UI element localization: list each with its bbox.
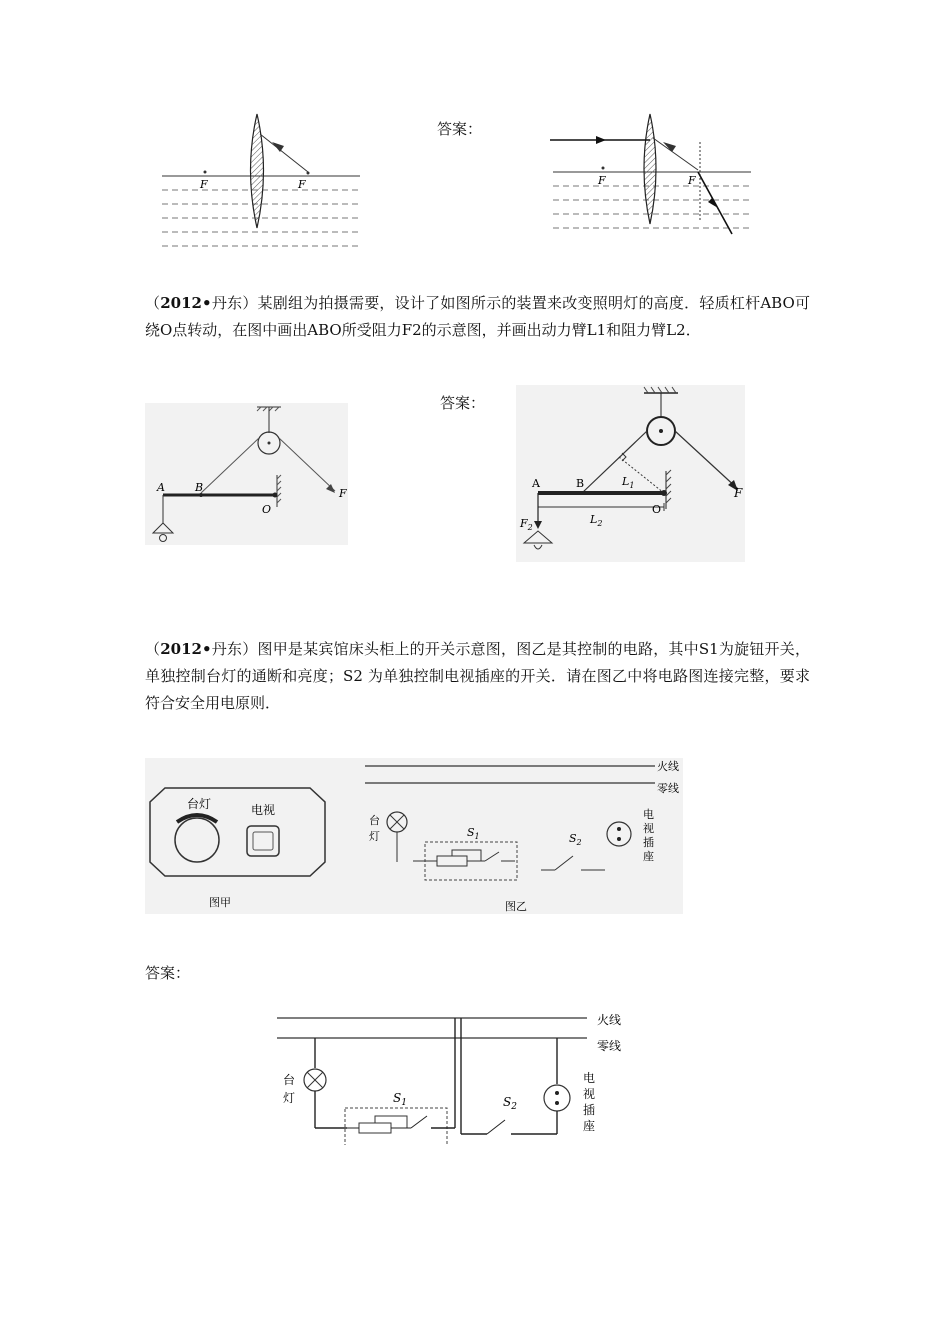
svg-text:视: 视 xyxy=(583,1087,596,1101)
lever-answer-figure xyxy=(516,385,745,562)
socket-symbol xyxy=(607,822,631,846)
svg-text:座: 座 xyxy=(583,1119,596,1133)
svg-text:电: 电 xyxy=(583,1071,596,1085)
svg-text:零线: 零线 xyxy=(597,1039,622,1053)
rope-right xyxy=(279,438,335,491)
tv-button xyxy=(247,826,279,856)
svg-text:灯: 灯 xyxy=(369,830,380,843)
svg-text:零线: 零线 xyxy=(657,782,679,795)
question-lever-text: （2012•丹东）某剧组为拍摄需要，设计了如图所示的装置来改变照明灯的高度．轻质杠杆ABO可绕O点转动，在图中画出ABO所受阻力F2的示意图，并画出动力臂L1和阻力臂L2． xyxy=(145,294,810,339)
svg-text:台: 台 xyxy=(283,1073,296,1087)
svg-text:F: F xyxy=(688,174,696,187)
circuit-answer-figure xyxy=(275,1010,635,1145)
svg-text:电: 电 xyxy=(643,808,654,821)
lens-answer-figure xyxy=(548,112,753,242)
lens-question-figure xyxy=(160,112,365,252)
answer-label-3: 答案： xyxy=(145,964,191,982)
lamp-shade xyxy=(153,523,173,533)
svg-text:视: 视 xyxy=(643,822,654,835)
svg-text:电视: 电视 xyxy=(251,803,276,817)
lever-question-figure xyxy=(145,403,348,545)
svg-text:插: 插 xyxy=(583,1103,596,1117)
answer-label-1: 答案： xyxy=(437,120,483,138)
svg-text:F: F xyxy=(339,487,347,500)
svg-text:F: F xyxy=(598,174,606,187)
svg-text:火线: 火线 xyxy=(657,760,679,773)
svg-text:A: A xyxy=(157,481,165,494)
svg-text:灯: 灯 xyxy=(283,1091,296,1105)
answer-label-2: 答案： xyxy=(440,394,486,412)
svg-text:O: O xyxy=(652,503,662,516)
svg-text:图甲: 图甲 xyxy=(209,896,231,909)
svg-text:S1: $S_1$ xyxy=(467,826,480,841)
rotary-knob xyxy=(175,818,219,862)
svg-text:L2: $L_2$ xyxy=(590,513,603,528)
rope-left xyxy=(201,438,259,493)
svg-text:S1: $S_1$ xyxy=(393,1091,407,1108)
light-ray xyxy=(260,134,308,172)
svg-text:台灯: 台灯 xyxy=(187,797,212,811)
convex-lens xyxy=(251,114,264,228)
svg-text:B: B xyxy=(195,481,204,494)
s2-switch xyxy=(555,856,573,870)
focus-left-label: F xyxy=(200,178,208,191)
svg-text:F2: $F_2$ xyxy=(520,517,533,532)
svg-text:L1: $L_1$ xyxy=(622,475,635,490)
svg-text:座: 座 xyxy=(643,850,654,863)
question-circuit-text: （2012•丹东）图甲是某宾馆床头柜上的开关示意图，图乙是其控制的电路，其中S1为旋钮开关，单独控制台灯的通断和亮度；S2 为单独控制电视插座的开关．请在图乙中将电路图连接完整，要求符合安全用电原则． xyxy=(145,640,810,712)
svg-text:S2: $S_2$ xyxy=(503,1095,517,1112)
focus-right-label: F xyxy=(298,178,306,191)
svg-text:火线: 火线 xyxy=(597,1013,622,1027)
svg-text:图乙: 图乙 xyxy=(505,900,527,913)
svg-text:台: 台 xyxy=(369,814,380,827)
circuit-question-figure xyxy=(145,758,683,914)
svg-text:B: B xyxy=(576,477,585,490)
svg-text:F: F xyxy=(734,486,743,500)
svg-text:插: 插 xyxy=(643,836,654,849)
svg-text:O: O xyxy=(262,503,272,516)
svg-text:S2: $S_2$ xyxy=(569,832,582,847)
svg-text:A: A xyxy=(532,477,540,490)
